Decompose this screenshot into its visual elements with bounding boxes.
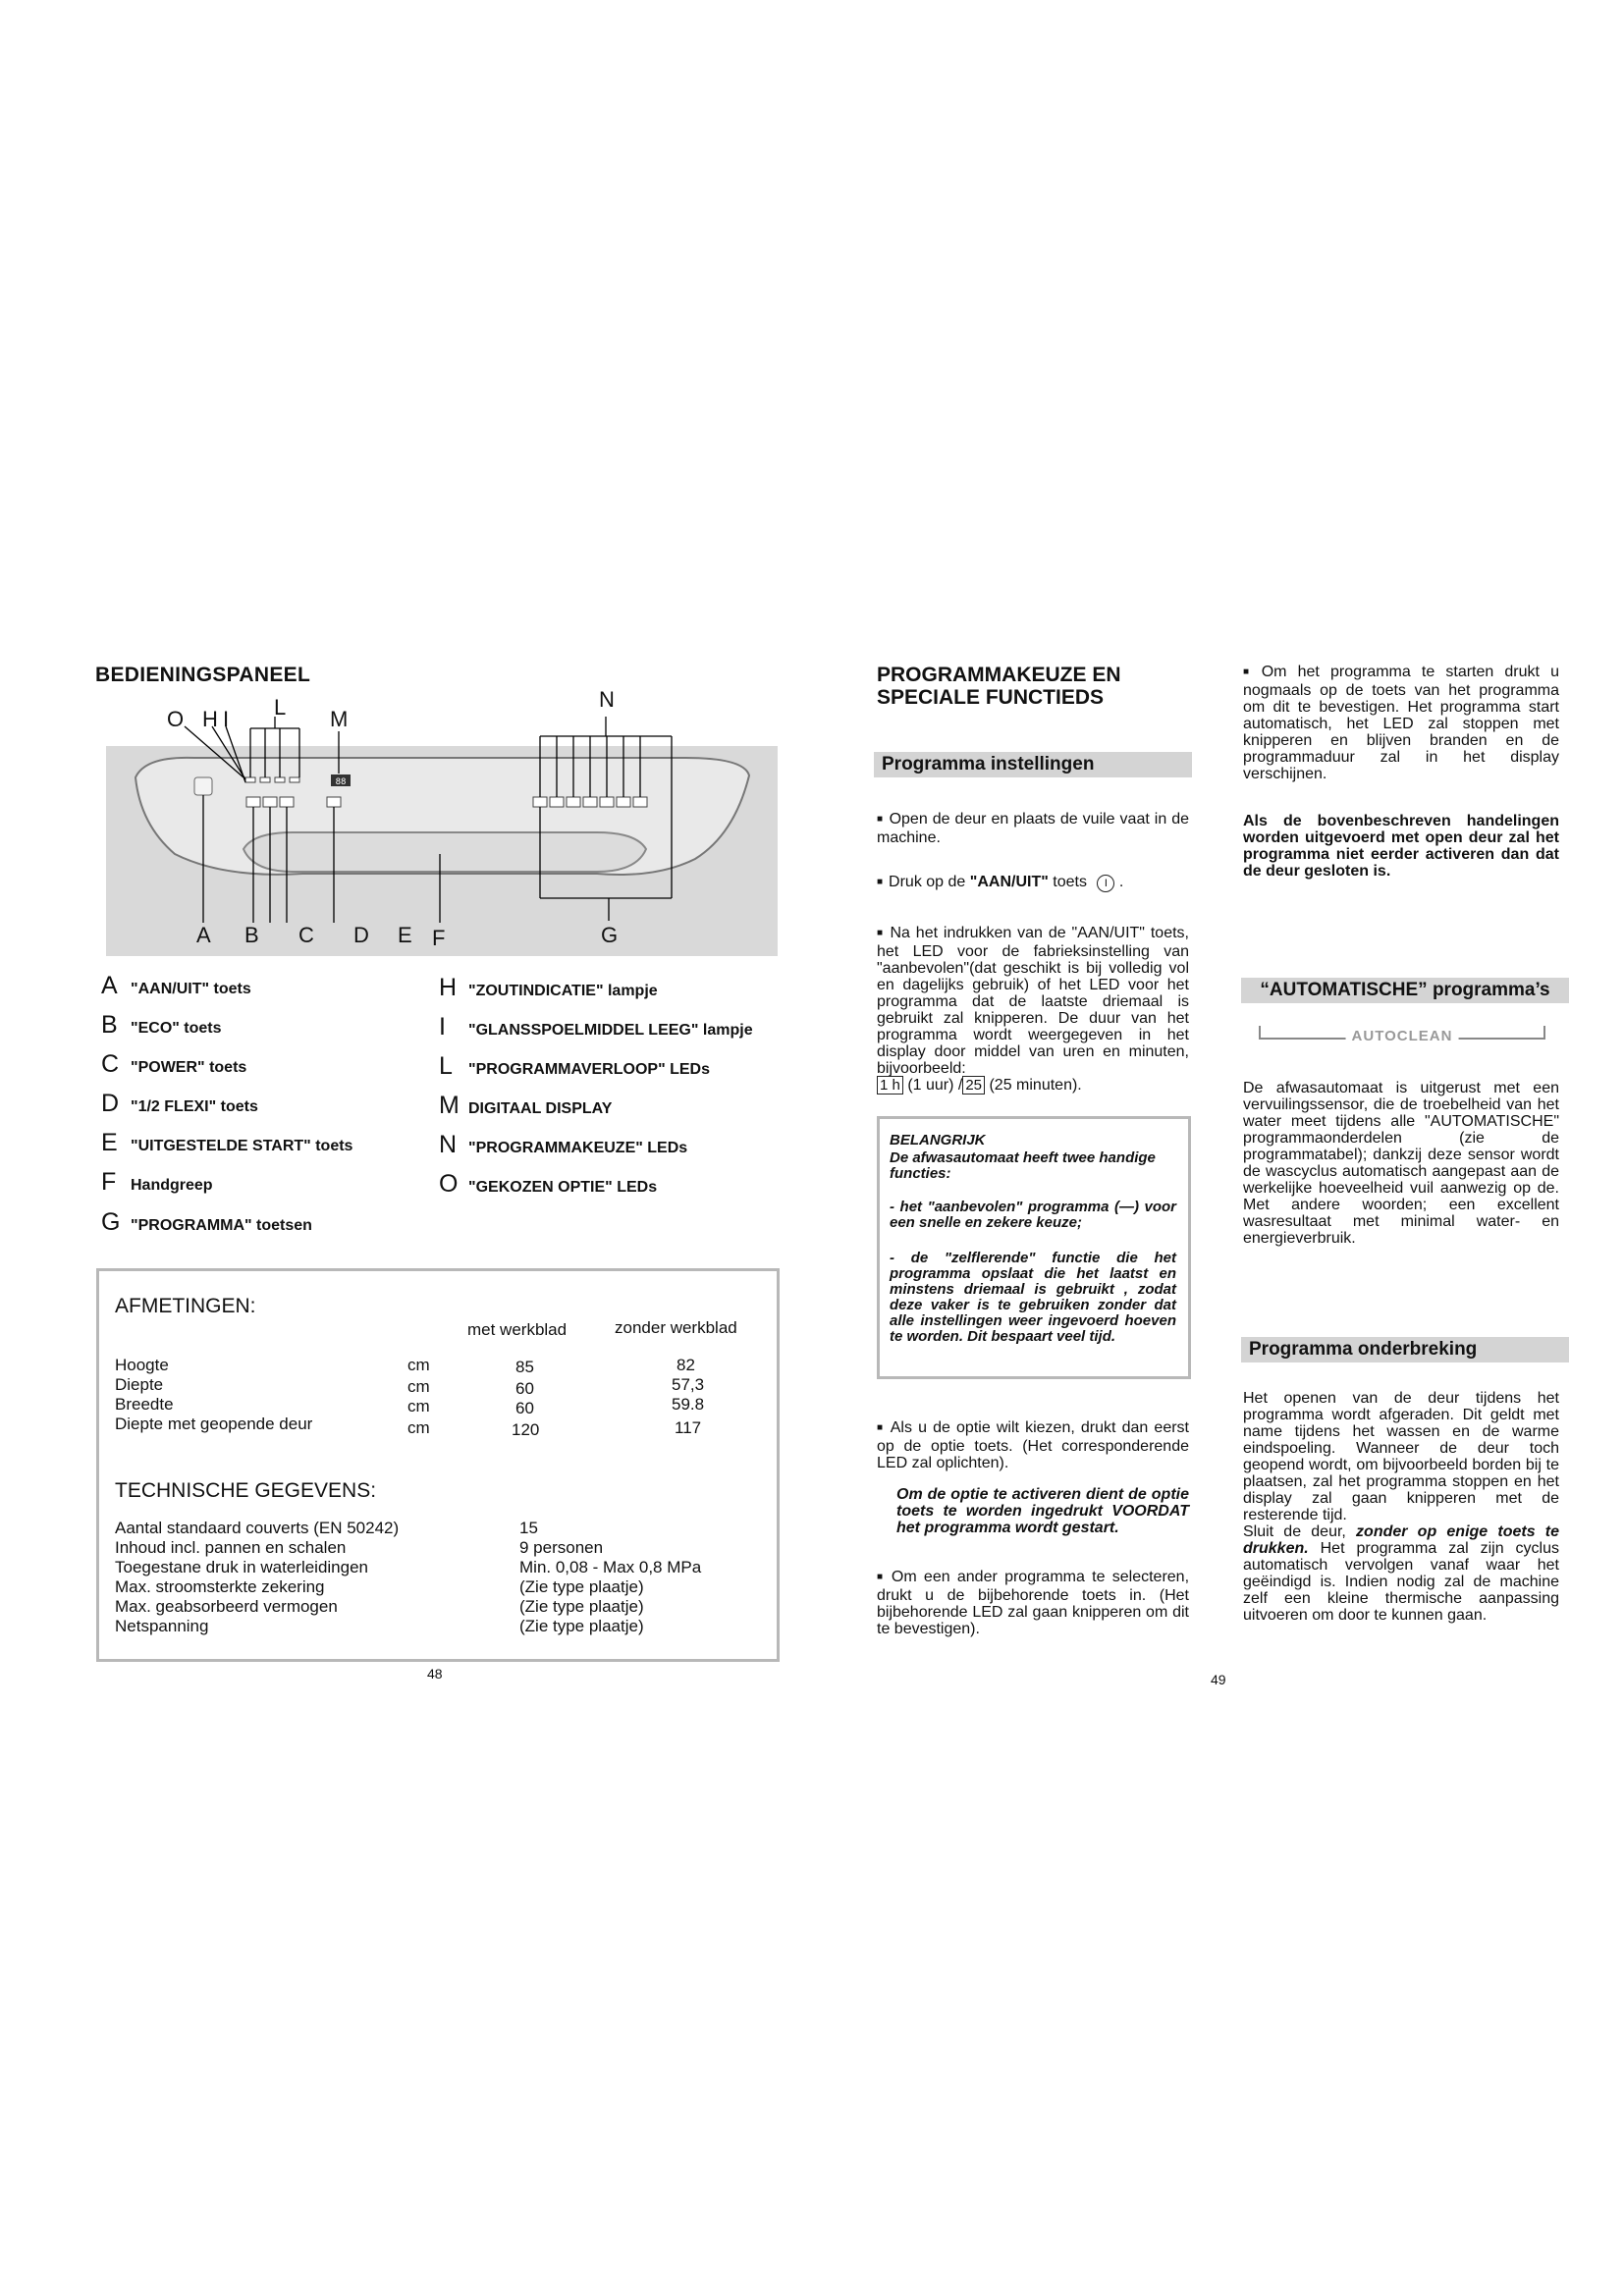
interruption-resume: Sluit de deur, zonder op enige toets te drukken. Het programma zal zijn cyclus automatisch vervolgen vanaf waar het geëindigd is. Indien nodig zal de machine zelf een kleine thermische aanpassing uitvoeren om door te kunnen gaan. [1243, 1523, 1559, 1624]
door-open-note: Als de bovenbeschreven handelingen worden uitgevoerd met open deur zal het programma niet eerder activeren dan dat de deur gesloten is. [1243, 813, 1559, 880]
tech-row-label: Aantal standaard couverts (EN 50242) [115, 1519, 400, 1537]
dim-row-v2: 117 [675, 1418, 702, 1437]
important-box [877, 1116, 1191, 1379]
page-number-left: 48 [427, 1666, 443, 1682]
label-e: E [398, 923, 412, 947]
step-open-door: ■ Open de deur en plaats de vuile vaat in de machine. [877, 811, 1189, 846]
legend-item-i: I "GLANSSPOELMIDDEL LEEG" lampje [439, 1013, 753, 1041]
tech-row-label: Max. geabsorbeerd vermogen [115, 1597, 338, 1616]
legend-item-g: G "PROGRAMMA" toetsen [101, 1208, 312, 1236]
label-n: N [599, 687, 615, 712]
page-number-right: 49 [1211, 1672, 1226, 1687]
legend-item-b: B "ECO" toets [101, 1011, 222, 1039]
legend-item-m: M DIGITAAL DISPLAY [439, 1092, 613, 1119]
step-after-onoff: ■ Na het indrukken van de "AAN/UIT" toets, het LED voor de fabrieksinstelling van "aanbevolen"(dat geschikt is bij volledig vol en dagelijks gebruik) of het LED voor het programma dat de laatste driemaal is gebruikt zal knipperen. De duur van het programma wordt weergegeven in het display door middel van uren en minuten, bijvoorbeeld: 1 h (1 uur) / 25 (25 minuten). [877, 925, 1189, 1094]
dim-row-v1: 85 [515, 1358, 534, 1376]
automatic-description: De afwasautomaat is uitgerust met een vervuilingssensor, die de troebelheid van het water meet tijdens alle "AUTOMATISCHE" programmaonderdelen (zie de programmatabel); dankzij deze sensor wordt de wascyclus automatisch aangepast aan de werkelijke hoeveelheid vuil aanwezig op de. Met andere woorden; een excellent wasresultaat met minimal water- en energieverbruik. [1243, 1080, 1559, 1247]
tech-row-label: Inhoud incl. pannen en schalen [115, 1538, 347, 1557]
option-activation-note: Om de optie te activeren dient de optie toets te worden ingedrukt VOORDAT het programma wordt gestart. [896, 1486, 1189, 1536]
tech-row-value: 9 personen [519, 1538, 604, 1557]
col-header-met: met werkblad [467, 1320, 568, 1339]
label-c: C [298, 923, 314, 947]
dim-row-label: Hoogte [115, 1356, 169, 1374]
dim-row-v1: 120 [512, 1420, 540, 1439]
important-subtitle: De afwasautomaat heeft twee handige functies: [890, 1149, 1156, 1182]
technical-title: TECHNISCHE GEGEVENS: [115, 1479, 377, 1502]
dim-row-unit: cm [407, 1377, 430, 1396]
section-band-automatic: “AUTOMATISCHE” programma’s [1241, 978, 1569, 1003]
label-a: A [196, 923, 211, 947]
important-title: BELANGRIJK [890, 1132, 986, 1148]
label-m: M [330, 707, 349, 731]
label-d: D [353, 923, 369, 947]
tech-row-value: Min. 0,08 - Max 0,8 MPa [519, 1558, 702, 1576]
dim-row-unit: cm [407, 1397, 430, 1415]
col-header-zonder: zonder werkblad [615, 1318, 737, 1337]
tech-row-value: 15 [519, 1519, 538, 1537]
tech-row-value: (Zie type plaatje) [519, 1577, 644, 1596]
power-icon: I [1097, 875, 1114, 892]
example-minutes: 25 [962, 1076, 985, 1095]
step-option: ■ Als u de optie wilt kiezen, drukt dan eerst op de optie toets. (Het corresponderende LED zal oplichten). [877, 1419, 1189, 1471]
dim-row-v2: 57,3 [672, 1375, 705, 1394]
specifications-box [96, 1268, 780, 1662]
label-g: G [601, 923, 619, 947]
important-item-recommended: - het "aanbevolen" programma (—) voor een snelle en zekere keuze; [890, 1199, 1176, 1231]
label-i: I [223, 707, 230, 731]
label-f: F [432, 926, 446, 950]
section-band-instellingen: Programma instellingen [874, 752, 1192, 777]
tech-row-value: (Zie type plaatje) [519, 1617, 644, 1635]
legend-item-n: N "PROGRAMMAKEUZE" LEDs [439, 1131, 688, 1158]
example-hours: 1 h [877, 1076, 903, 1095]
dim-row-label: Diepte [115, 1375, 164, 1394]
legend-item-e: E "UITGESTELDE START" toets [101, 1129, 353, 1156]
autoclean-label: AUTOCLEAN [1259, 1026, 1545, 1047]
tech-row-label: Netspanning [115, 1617, 209, 1635]
legend-item-d: D "1/2 FLEXI" toets [101, 1090, 258, 1117]
step-start-programme: ■ Om het programma te starten drukt u nogmaals op de toets van het programma om dit te bevestigen. Het programma start automatisch, het LED zal stoppen met knipperen en blijven branden en de programmaduur zal in het display verschijnen. [1243, 664, 1559, 782]
section-band-interruption: Programma onderbreking [1241, 1337, 1569, 1362]
step-other-programme: ■ Om een ander programma te selecteren, drukt u de bijbehorende toets in. (Het bijbehorende LED zal gaan knipperen om dit te bevestigen). [877, 1569, 1189, 1637]
legend-item-c: C "POWER" toets [101, 1050, 247, 1078]
label-l: L [274, 695, 287, 720]
step-press-onoff: ■ Druk op de "AAN/UIT" toets I . [877, 874, 1189, 892]
legend-item-f: F Handgreep [101, 1168, 213, 1196]
dim-row-label: Breedte [115, 1395, 174, 1414]
control-panel-diagram [106, 687, 778, 957]
panel-title: BEDIENINGSPANEEL [95, 664, 311, 686]
label-o: O [167, 707, 185, 731]
dim-row-unit: cm [407, 1418, 430, 1437]
right-title: PROGRAMMAKEUZE EN SPECIALE FUNCTIEDS [877, 664, 1121, 709]
important-item-selflearning: - de "zelflerende" functie die het programma opslaat die het laatst en minstens driemaal is gebruikt , zodat deze vaker is te gebruiken zonder dat alle instellingen weer ingevoerd hoeven te worden. Dit bespaart veel tijd. [890, 1250, 1176, 1345]
legend-item-l: L "PROGRAMMAVERLOOP" LEDs [439, 1052, 710, 1080]
dim-row-v2: 59.8 [672, 1395, 705, 1414]
dimensions-title: AFMETINGEN: [115, 1295, 256, 1317]
dim-row-v2: 82 [677, 1356, 695, 1374]
display-readout: 88 [335, 777, 347, 787]
legend-item-h: H "ZOUTINDICATIE" lampje [439, 974, 658, 1001]
label-h: H [202, 707, 218, 731]
dim-row-v1: 60 [515, 1379, 534, 1398]
legend-item-a: A "AAN/UIT" toets [101, 972, 251, 999]
tech-row-value: (Zie type plaatje) [519, 1597, 644, 1616]
legend-item-o: O "GEKOZEN OPTIE" LEDs [439, 1170, 658, 1198]
label-b: B [244, 923, 259, 947]
dim-row-label: Diepte met geopende deur [115, 1415, 313, 1433]
tech-row-label: Toegestane druk in waterleidingen [115, 1558, 369, 1576]
dim-row-v1: 60 [515, 1399, 534, 1417]
interruption-text: Het openen van de deur tijdens het programma wordt afgeraden. Dit geldt met name tijdens het wassen en de warme eindspoeling. Wanneer de deur toch geopend wordt, om bijvoorbeeld borden bij te plaatsen, zal het programma stoppen en het display zal gaan knipperen met de resterende tijd. [1243, 1390, 1559, 1523]
dim-row-unit: cm [407, 1356, 430, 1374]
tech-row-label: Max. stroomsterkte zekering [115, 1577, 325, 1596]
